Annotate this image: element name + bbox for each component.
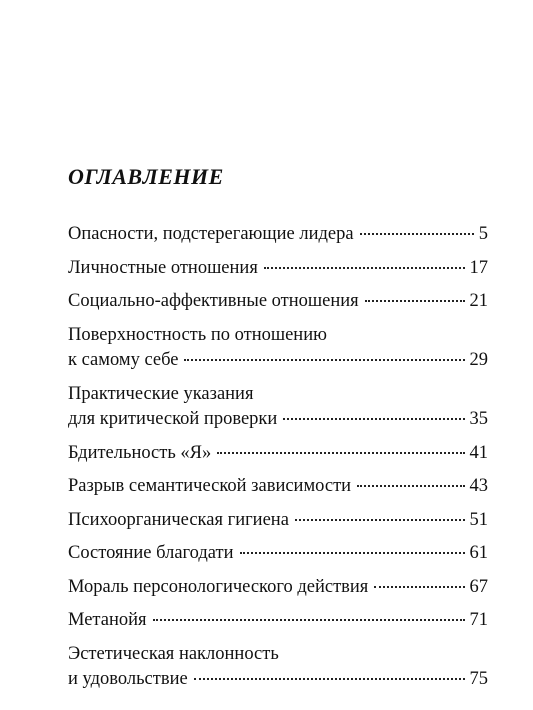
toc-entry-title: Мораль персонологического действия [68, 576, 369, 597]
toc-page-number: 41 [469, 442, 488, 463]
toc-entry [68, 541, 488, 566]
dot-leader [357, 485, 464, 487]
toc-page-number: 35 [469, 408, 488, 429]
toc-entry-title: Состояние благодати [68, 543, 234, 563]
toc-entry [68, 256, 488, 281]
toc-entry-title: Психоорганическая гигиена [68, 509, 289, 530]
toc-entry-title: Социально-аффективные отношения [68, 291, 359, 311]
toc-page-number: 17 [469, 257, 488, 278]
dot-leader [184, 359, 464, 361]
toc-page-number: 67 [469, 576, 488, 597]
toc-entry-title-line: Практические указания [68, 383, 254, 404]
toc-entry-title: Бдительность «Я» [68, 442, 212, 463]
toc-entry [68, 222, 488, 247]
toc-entry [68, 441, 488, 466]
toc-entry-title-line: к самому себе [68, 349, 179, 370]
toc-entry-title: Опасности, подстерегающие лидера [68, 224, 354, 244]
dot-leader [360, 233, 474, 235]
dot-leader [295, 519, 465, 521]
toc-entry [68, 289, 488, 314]
toc-entry-title-line: для критической проверки [68, 408, 278, 429]
toc-heading: ОГЛАВЛЕНИЕ [68, 164, 224, 189]
toc-page-number: 61 [469, 543, 488, 563]
toc-entry-title-line: и удовольствие [68, 668, 188, 689]
toc-entry [68, 508, 488, 533]
dot-leader [153, 619, 465, 621]
dot-leader [194, 678, 465, 680]
toc-entry [68, 382, 488, 432]
dot-leader [264, 267, 465, 269]
toc-page-number: 29 [469, 349, 488, 370]
toc-list [68, 222, 488, 701]
dot-leader [217, 452, 464, 454]
toc-entry-title: Разрыв семантической зависимости [68, 476, 352, 496]
toc-entry [68, 474, 488, 499]
toc-entry-title-line: Эстетическая наклонность [68, 643, 279, 664]
toc-page-number: 51 [469, 509, 488, 530]
toc-entry [68, 608, 488, 633]
toc-entry-title: Метанойя [68, 610, 147, 630]
toc-page-number: 71 [469, 610, 488, 630]
dot-leader [374, 586, 464, 588]
toc-entry [68, 323, 488, 373]
toc-page-number: 43 [469, 476, 488, 496]
toc-entry [68, 642, 488, 692]
toc-entry-title: Личностные отношения [68, 257, 258, 278]
toc-page-number: 5 [478, 224, 488, 244]
dot-leader [240, 552, 465, 554]
toc-entry-title-line: Поверхностность по отношению [68, 324, 327, 345]
toc-entry [68, 575, 488, 600]
toc-page-number: 75 [469, 668, 488, 689]
dot-leader [365, 300, 465, 302]
toc-page-number: 21 [469, 291, 488, 311]
dot-leader [283, 418, 464, 420]
